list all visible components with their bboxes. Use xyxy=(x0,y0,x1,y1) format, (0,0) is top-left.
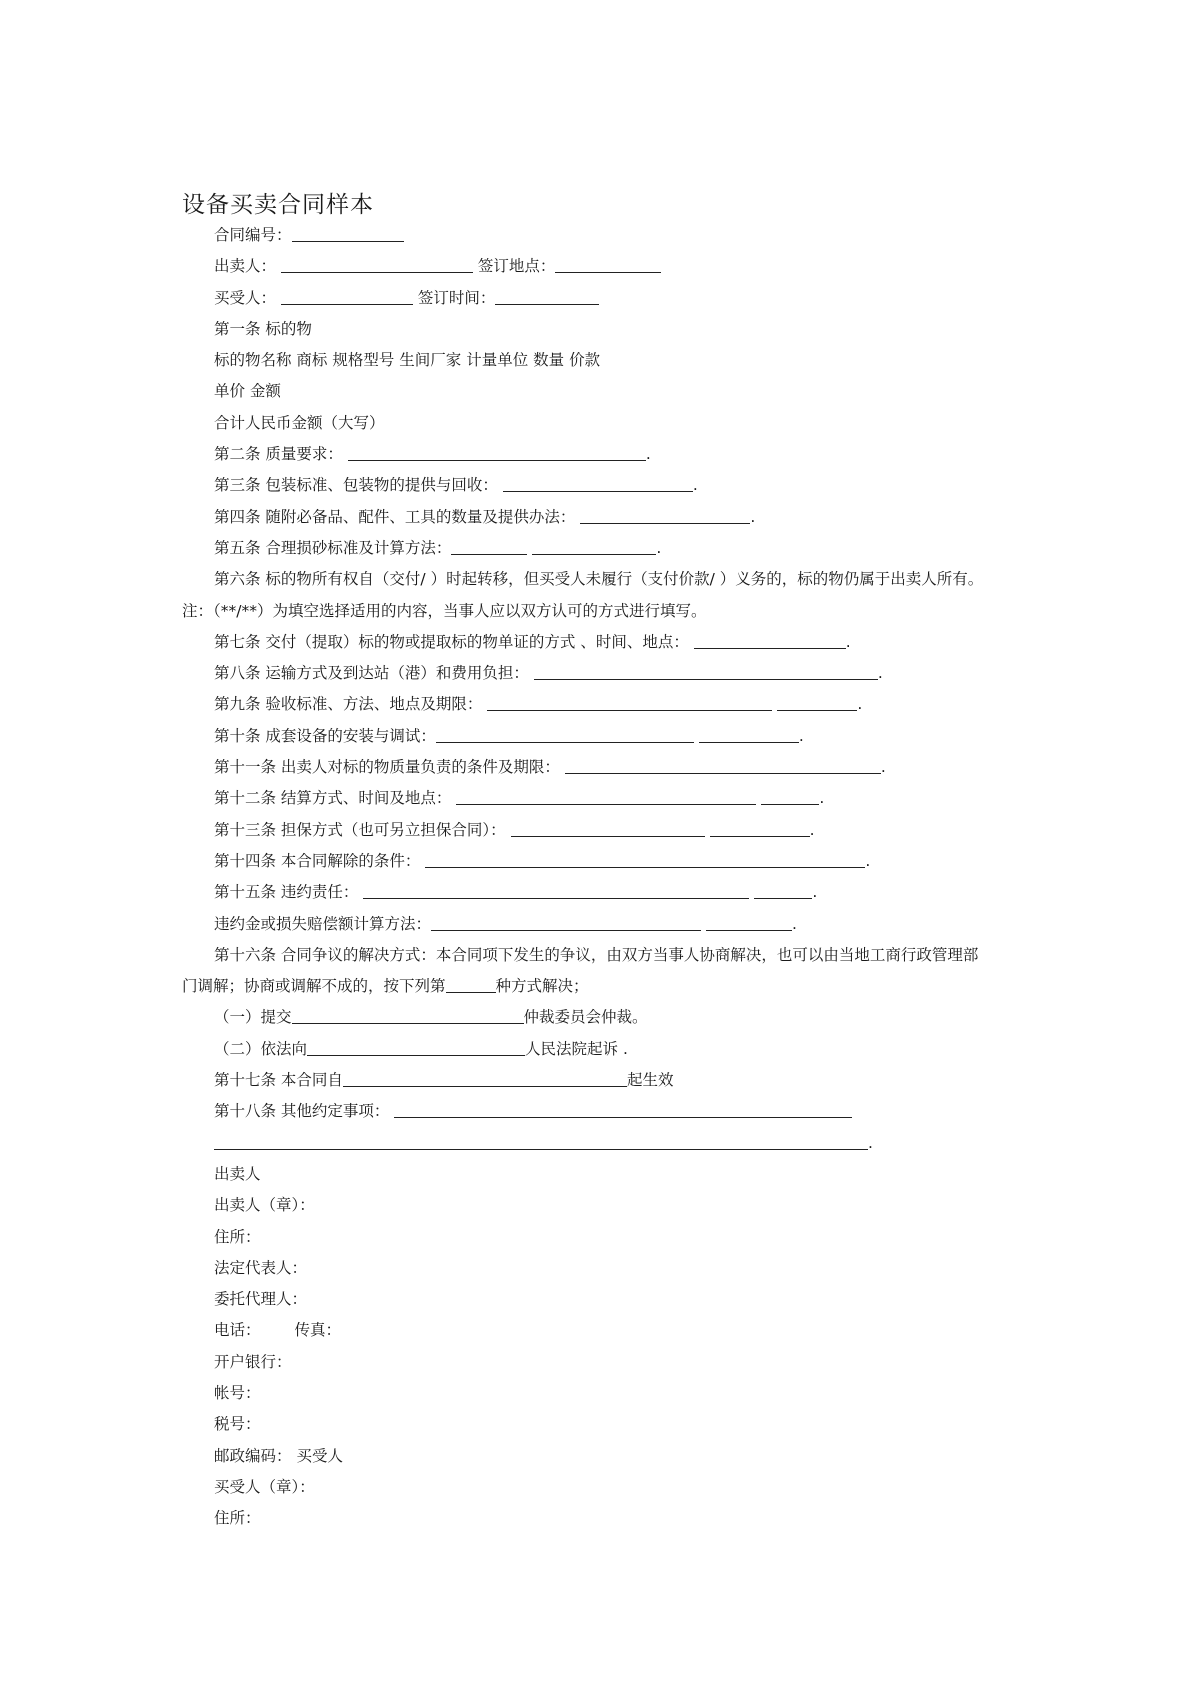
period: . xyxy=(845,632,851,651)
article-7-blank[interactable] xyxy=(694,630,846,649)
dispute-method-blank[interactable] xyxy=(446,974,496,993)
article-11-line xyxy=(182,752,1012,783)
article-14-blank[interactable] xyxy=(425,849,865,868)
article-4-line xyxy=(182,502,1012,533)
contract-body xyxy=(182,220,1012,1534)
postcode-buyer-line xyxy=(182,1441,1012,1472)
article-12-label: 第十二条 结算方式、时间及地点： xyxy=(214,789,452,808)
liquidated-damages-label: 违约金或损失赔偿额计算方法： xyxy=(214,914,432,933)
article-12-blank-1[interactable] xyxy=(456,786,756,805)
period: . xyxy=(791,914,797,933)
article-18-continuation xyxy=(182,1128,1012,1159)
article-7-label: 第七条 交付（提取）标的物或提取标的物单证的方式 、时间、地点： xyxy=(214,632,689,651)
article-3-blank[interactable] xyxy=(503,473,693,492)
unit-price-line: 单价 金额 xyxy=(214,382,281,401)
article-14-line xyxy=(182,846,1012,877)
article-4-label: 第四条 随附必备品、配件、工具的数量及提供办法： xyxy=(214,507,576,526)
period: . xyxy=(798,726,804,745)
subject-matter-columns: 标的物名称 商标 规格型号 生间厂家 计量单位 数量 价款 xyxy=(214,351,601,370)
article-3-line xyxy=(182,470,1012,501)
period: . xyxy=(857,695,863,714)
period: . xyxy=(692,476,698,495)
seller-address-line: 住所： xyxy=(214,1227,261,1246)
period: . xyxy=(819,789,825,808)
court-blank[interactable] xyxy=(307,1037,525,1056)
document-title: 设备买卖合同样本 xyxy=(182,192,374,218)
buyer-line xyxy=(182,283,1012,314)
seller-label: 出卖人： xyxy=(214,257,277,276)
seller-heading: 出卖人 xyxy=(214,1164,261,1183)
article-12-line xyxy=(182,783,1012,814)
article-14-label: 第十四条 本合同解除的条件： xyxy=(214,851,421,870)
article-8-blank[interactable] xyxy=(534,661,878,680)
dispute-method-label: 门调解；协商或调解不成的，按下列第 xyxy=(182,977,446,996)
contract-number-blank[interactable] xyxy=(292,223,404,242)
article-15-blank-2[interactable] xyxy=(754,880,812,899)
buyer-seal-line: 买受人（章）： xyxy=(214,1477,315,1496)
article-18-label: 第十八条 其他约定事项： xyxy=(214,1102,390,1121)
article-2-line xyxy=(182,439,1012,470)
article-11-label: 第十一条 出卖人对标的物质量负责的条件及期限： xyxy=(214,758,560,777)
article-15-label: 第十五条 违约责任： xyxy=(214,883,359,902)
article-13-blank-1[interactable] xyxy=(511,818,705,837)
signing-place-label: 签订地点： xyxy=(477,257,556,276)
period: . xyxy=(656,538,662,557)
article-16-line: 第十六条 合同争议的解决方式：本合同项下发生的争议，由双方当事人协商解决，也可以由当地工商行政管理部 xyxy=(214,945,979,964)
buyer-blank[interactable] xyxy=(281,286,413,305)
period: . xyxy=(868,1133,873,1152)
article-17-suffix: 起生效 xyxy=(626,1071,674,1090)
article-15-line xyxy=(182,877,1012,908)
fax-label: 传真： xyxy=(294,1321,342,1340)
article-18-blank[interactable] xyxy=(394,1099,852,1118)
seller-tax-line: 税号： xyxy=(214,1415,261,1434)
buyer-heading: 买受人 xyxy=(296,1446,343,1465)
article-17-blank[interactable] xyxy=(343,1068,627,1087)
article-1-heading: 第一条 标的物 xyxy=(214,319,312,338)
seller-bank-line: 开户银行： xyxy=(214,1352,292,1371)
contract-number-line xyxy=(182,220,1012,251)
period: . xyxy=(750,507,756,526)
article-13-blank-2[interactable] xyxy=(710,818,810,837)
article-5-line xyxy=(182,533,1012,564)
article-3-label: 第三条 包装标准、包装物的提供与回收： xyxy=(214,476,498,495)
article-5-blank-2[interactable] xyxy=(532,536,656,555)
article-13-label: 第十三条 担保方式（也可另立担保合同）： xyxy=(214,820,506,839)
article-10-line xyxy=(182,721,1012,752)
arbitration-blank[interactable] xyxy=(292,1005,524,1024)
arbitration-line xyxy=(182,1002,1012,1033)
article-11-blank[interactable] xyxy=(565,755,881,774)
period: . xyxy=(877,664,883,683)
note-line: 注：（**/**）为填空选择适用的内容，当事人应以双方认可的方式进行填写。 xyxy=(182,601,707,620)
article-18-blank-2[interactable] xyxy=(214,1131,868,1150)
article-12-blank-2[interactable] xyxy=(761,786,819,805)
seller-blank[interactable] xyxy=(281,254,473,273)
article-10-blank-2[interactable] xyxy=(699,724,799,743)
seller-seal-line: 出卖人（章）： xyxy=(214,1196,315,1215)
article-9-label: 第九条 验收标准、方法、地点及期限： xyxy=(214,695,483,714)
article-17-line xyxy=(182,1065,1012,1096)
contract-number-label: 合同编号： xyxy=(214,226,292,244)
article-9-blank-1[interactable] xyxy=(487,692,772,711)
liquidated-damages-line xyxy=(182,909,1012,940)
period: . xyxy=(880,758,886,777)
liquidated-damages-blank-2[interactable] xyxy=(706,912,792,931)
signing-time-blank[interactable] xyxy=(495,286,599,305)
arbitration-label: （一）提交 xyxy=(214,1008,292,1027)
article-13-line xyxy=(182,815,1012,846)
court-line xyxy=(182,1034,1012,1065)
article-2-label: 第二条 质量要求： xyxy=(214,445,343,464)
court-label: （二）依法向 xyxy=(214,1039,308,1058)
article-9-line xyxy=(182,689,1012,720)
article-8-label: 第八条 运输方式及到达站（港）和费用负担： xyxy=(214,664,529,683)
article-10-blank-1[interactable] xyxy=(436,724,694,743)
postcode-label: 邮政编码： xyxy=(214,1446,292,1465)
article-9-blank-2[interactable] xyxy=(777,692,857,711)
period: . xyxy=(645,445,651,464)
article-10-label: 第十条 成套设备的安装与调试： xyxy=(214,726,436,745)
seller-phone-fax-line xyxy=(182,1315,1012,1346)
total-amount-line: 合计人民币金额（大写） xyxy=(214,413,385,432)
article-16-continuation xyxy=(182,971,1012,1002)
liquidated-damages-blank-1[interactable] xyxy=(431,912,701,931)
seller-agent-line: 委托代理人： xyxy=(214,1290,308,1309)
article-7-line xyxy=(182,627,1012,658)
court-suffix: 人民法院起诉 . xyxy=(525,1039,628,1058)
article-18-line xyxy=(182,1096,1012,1127)
period: . xyxy=(809,820,815,839)
period: . xyxy=(812,883,818,902)
article-6-line: 第六条 标的物所有权自（交付/ ）时起转移，但买受人未履行（支付价款/ ）义务的，标的物仍属于出卖人所有。 xyxy=(214,570,984,589)
article-2-blank[interactable] xyxy=(348,442,646,461)
buyer-label: 买受人： xyxy=(214,288,277,307)
seller-legal-rep-line: 法定代表人： xyxy=(214,1258,308,1277)
period: . xyxy=(865,851,871,870)
article-15-blank-1[interactable] xyxy=(363,880,749,899)
seller-account-line: 帐号： xyxy=(214,1383,261,1402)
signing-place-blank[interactable] xyxy=(555,254,661,273)
article-8-line xyxy=(182,658,1012,689)
phone-label: 电话： xyxy=(214,1321,261,1340)
article-5-label: 第五条 合理损砂标准及计算方法： xyxy=(214,538,452,557)
article-17-label: 第十七条 本合同自 xyxy=(214,1071,343,1090)
seller-line xyxy=(182,251,1012,282)
article-4-blank[interactable] xyxy=(580,505,750,524)
signing-time-label: 签订时间： xyxy=(417,288,496,307)
arbitration-suffix: 仲裁委员会仲裁。 xyxy=(523,1008,648,1027)
buyer-address-line: 住所： xyxy=(214,1509,261,1528)
article-5-blank-1[interactable] xyxy=(451,536,527,555)
dispute-method-suffix: 种方式解决； xyxy=(495,977,589,996)
